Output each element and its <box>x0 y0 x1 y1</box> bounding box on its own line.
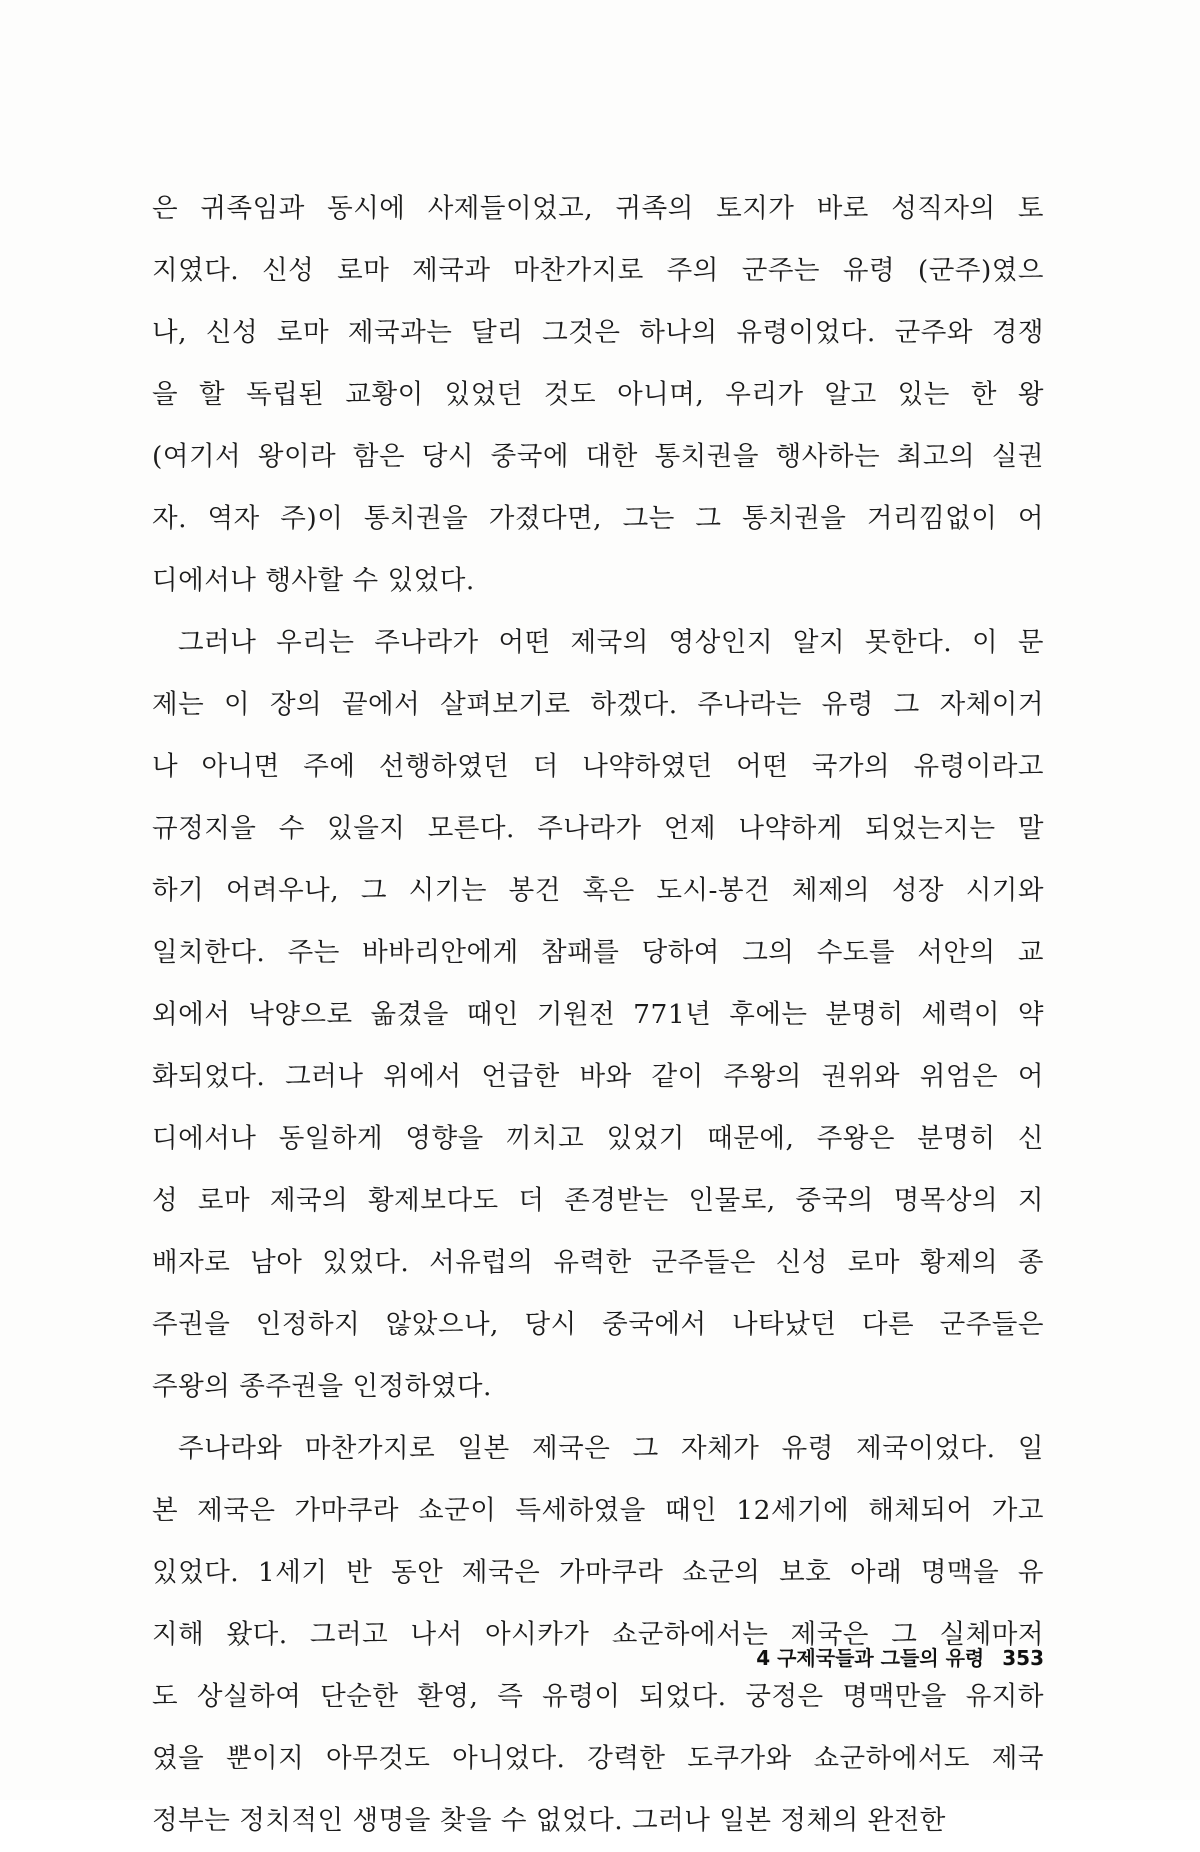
text-line: 나, 신성 로마 제국과는 달리 그것은 하나의 유령이었다. 군주와 경쟁 <box>152 317 1044 348</box>
text-line: (여기서 왕이라 함은 당시 중국에 대한 통치권을 행사하는 최고의 실권 <box>152 441 1044 472</box>
text-line: 나 아니면 주에 선행하였던 더 나약하였던 어떤 국가의 유령이라고 <box>152 751 1044 782</box>
text-line: 주권을 인정하지 않았으나, 당시 중국에서 나타났던 다른 군주들은 <box>152 1309 1044 1340</box>
running-title: 4 구제국들과 그들의 유령 <box>756 1646 985 1670</box>
body-text <box>152 178 1044 1852</box>
text-line: 자. 역자 주)이 통치권을 가졌다면, 그는 그 통치권을 거리낌없이 어 <box>152 503 1044 534</box>
text-line: 디에서나 동일하게 영향을 끼치고 있었기 때문에, 주왕은 분명히 신 <box>152 1123 1044 1154</box>
text-line: 배자로 남아 있었다. 서유럽의 유력한 군주들은 신성 로마 황제의 종 <box>152 1247 1044 1278</box>
text-line: 있었다. 1세기 반 동안 제국은 가마쿠라 쇼군의 보호 아래 명맥을 유 <box>152 1557 1044 1588</box>
text-line: 하기 어려우나, 그 시기는 봉건 혹은 도시-봉건 체제의 성장 시기와 <box>152 875 1044 906</box>
text-line: 일치한다. 주는 바바리안에게 참패를 당하여 그의 수도를 서안의 교 <box>152 937 1044 968</box>
text-line: 외에서 낙양으로 옮겼을 때인 기원전 771년 후에는 분명히 세력이 약 <box>152 999 1044 1030</box>
text-line: 을 할 독립된 교황이 있었던 것도 아니며, 우리가 알고 있는 한 왕 <box>152 379 1044 410</box>
page-footer <box>756 1642 1044 1671</box>
text-line: 성 로마 제국의 황제보다도 더 존경받는 인물로, 중국의 명목상의 지 <box>152 1185 1044 1216</box>
text-line: 화되었다. 그러나 위에서 언급한 바와 같이 주왕의 권위와 위엄은 어 <box>152 1061 1044 1092</box>
text-line: 지해 왔다. 그러고 나서 아시카가 쇼군하에서는 제국은 그 실체마저 <box>152 1619 1044 1650</box>
text-line: 규정지을 수 있을지 모른다. 주나라가 언제 나약하게 되었는지는 말 <box>152 813 1044 844</box>
text-line: 주나라와 마찬가지로 일본 제국은 그 자체가 유령 제국이었다. 일 <box>178 1433 1044 1464</box>
text-line: 제는 이 장의 끝에서 살펴보기로 하겠다. 주나라는 유령 그 자체이거 <box>152 689 1044 720</box>
paragraph-1 <box>152 178 1044 612</box>
text-line: 였을 뿐이지 아무것도 아니었다. 강력한 도쿠가와 쇼군하에서도 제국 <box>152 1743 1044 1774</box>
text-line: 본 제국은 가마쿠라 쇼군이 득세하였을 때인 12세기에 해체되어 가고 <box>152 1495 1044 1526</box>
text-line: 디에서나 행사할 수 있었다. <box>152 565 475 596</box>
text-line: 정부는 정치적인 생명을 찾을 수 없었다. 그러나 일본 정체의 완전한 <box>152 1805 946 1836</box>
text-line: 지였다. 신성 로마 제국과 마찬가지로 주의 군주는 유령 (군주)였으 <box>152 255 1044 286</box>
paragraph-2 <box>152 612 1044 1418</box>
text-line: 주왕의 종주권을 인정하였다. <box>152 1371 492 1402</box>
text-line: 은 귀족임과 동시에 사제들이었고, 귀족의 토지가 바로 성직자의 토 <box>152 193 1044 224</box>
paragraph-3 <box>152 1418 1044 1852</box>
text-line: 도 상실하여 단순한 환영, 즉 유령이 되었다. 궁정은 명맥만을 유지하 <box>152 1681 1044 1712</box>
text-line: 그러나 우리는 주나라가 어떤 제국의 영상인지 알지 못한다. 이 문 <box>178 627 1044 658</box>
page-number: 353 <box>1002 1646 1044 1670</box>
